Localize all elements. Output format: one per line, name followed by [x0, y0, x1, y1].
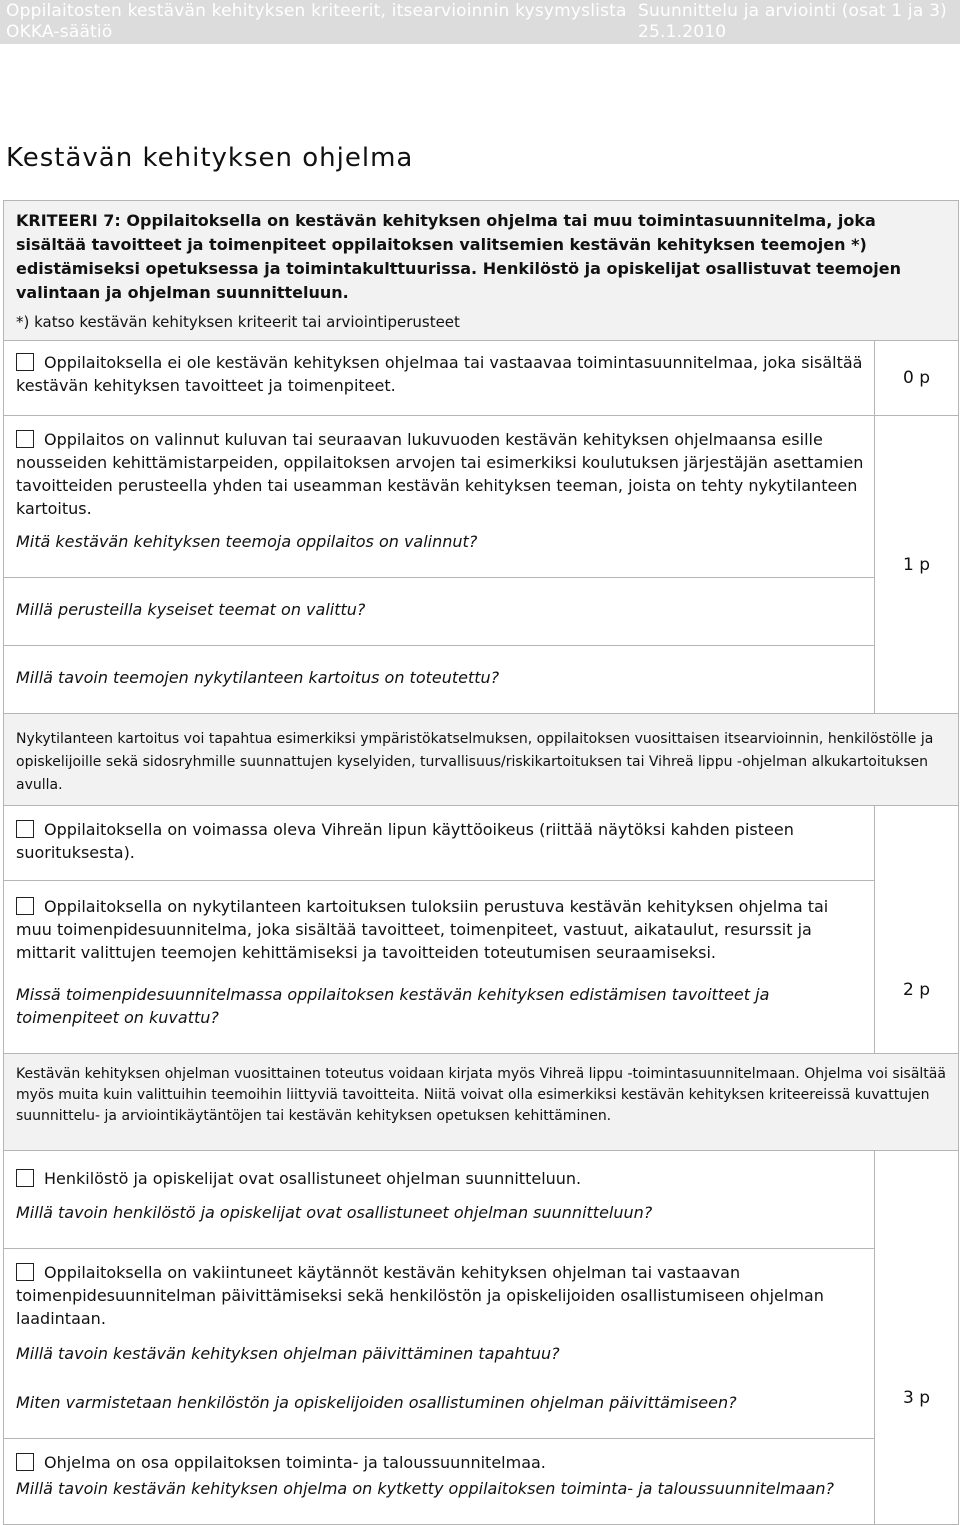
header-organization: OKKA-säätiö	[6, 22, 113, 42]
level3-points: 3 p	[875, 1151, 959, 1525]
level1-question-3: Millä tavoin teemojen nykytilanteen kartoitus on toteutettu?	[16, 668, 500, 687]
criterion-text: KRITEERI 7: Oppilaitoksella on kestävän kehityksen ohjelma tai muu toimintasuunnitelma, joka sisältää tavoitteet ja toimenpiteet oppilaitoksen valitsemien kestävän kehityksen teemojen *) edistämiseksi opetuksessa ja toimintakulttuurissa. Henkilöstö ja opiskelijat osallistuvat teemojen valintaan ja ohjelman suunnitteluun.	[16, 211, 902, 302]
header-section: Suunnittelu ja arviointi (osat 1 ja 3)	[638, 1, 947, 21]
level2-info-cell	[4, 1054, 959, 1151]
header-date: 25.1.2010	[638, 22, 727, 42]
level1-info: Nykytilanteen kartoitus voi tapahtua esimerkiksi ympäristökatselmuksen, oppilaitoksen vuosittaisen itsearvioinnin, henkilöstölle ja opiskelijoille sekä sidosryhmille suunnattujen kyselyiden, turvallisuus/riskikartoituksen tai Vihreä lippu -ohjelman alkukartoituksen avulla.	[16, 731, 934, 793]
criteria-table	[3, 200, 959, 1525]
level1-question-1: Mitä kestävän kehityksen teemoja oppilaitos on valinnut?	[16, 532, 478, 551]
level0-points: 0 p	[875, 341, 959, 416]
level3-budget-cell	[4, 1439, 875, 1525]
level1-main-cell	[4, 416, 875, 578]
level2-checkbox-1[interactable]	[16, 820, 34, 838]
level2-text-1: Oppilaitoksella on voimassa oleva Vihreän lipun käyttöoikeus (riittää näytöksi kahden pisteen suorituksesta).	[16, 820, 794, 862]
level3-checkbox-3[interactable]	[16, 1453, 34, 1471]
level2-points: 2 p	[875, 806, 959, 1054]
level3-question-3: Miten varmistetaan henkilöstön ja opiskelijoiden osallistuminen ohjelman päivittämiseen?	[16, 1393, 737, 1412]
level2-info: Kestävän kehityksen ohjelman vuosittainen toteutus voidaan kirjata myös Vihreä lippu -toimintasuunnitelmaan. Ohjelma voi sisältää myös muita kuin valittuihin teemoihin liittyviä tavoitteita. Niitä voivat olla esimerkiksi kestävän kehityksen kriteereissä kuvattujen suunnittelu- ja arviointikäytäntöjen tai kestävän kehityksen opetuksen kehittäminen.	[16, 1066, 946, 1124]
level3-text-1: Henkilöstö ja opiskelijat ovat osallistuneet ohjelman suunnitteluun.	[44, 1169, 582, 1188]
level3-question-1: Millä tavoin henkilöstö ja opiskelijat ovat osallistuneet ohjelman suunnitteluun?	[16, 1203, 653, 1222]
header-document-title: Oppilaitosten kestävän kehityksen kriteerit, itsearvioinnin kysymyslista	[6, 1, 627, 21]
page-title: Kestävän kehityksen ohjelma	[6, 143, 414, 173]
level2-checkbox-2[interactable]	[16, 897, 34, 915]
level0-checkbox[interactable]	[16, 353, 34, 371]
level2-question: Missä toimenpidesuunnitelmassa oppilaitoksen kestävän kehityksen edistämisen tavoitteet ja toimenpiteet on kuvattu?	[16, 985, 770, 1027]
level3-participation-cell	[4, 1151, 875, 1249]
document-header	[0, 0, 960, 44]
level3-checkbox-2[interactable]	[16, 1263, 34, 1281]
level2-program-cell	[4, 881, 875, 1054]
level2-text-2: Oppilaitoksella on nykytilanteen kartoituksen tuloksiin perustuva kestävän kehityksen ohjelma tai muu toimenpidesuunnitelma, joka sisältää tavoitteet, toimenpiteet, vastuut, aikataulut, resurssit ja mittarit valittujen teemojen kehittämiseksi ja tavoitteiden toteutumisen seuraamiseksi.	[16, 897, 829, 962]
level0-text: Oppilaitoksella ei ole kestävän kehityksen ohjelmaa tai vastaavaa toimintasuunnitelmaa, joka sisältää kestävän kehityksen tavoitteet ja toimenpiteet.	[16, 353, 863, 395]
level3-question-4: Millä tavoin kestävän kehityksen ohjelma on kytketty oppilaitoksen toiminta- ja taloussuunnitelmaan?	[16, 1479, 834, 1498]
level1-question-2: Millä perusteilla kyseiset teemat on valittu?	[16, 600, 366, 619]
level3-text-3: Ohjelma on osa oppilaitoksen toiminta- ja taloussuunnitelmaa.	[44, 1453, 546, 1472]
level3-checkbox-1[interactable]	[16, 1169, 34, 1187]
level1-points: 1 p	[875, 416, 959, 714]
criterion-note: *) katso kestävän kehityksen kriteerit tai arviointiperusteet	[16, 313, 460, 331]
level2-green-flag-cell	[4, 806, 875, 881]
level3-text-2: Oppilaitoksella on vakiintuneet käytännöt kestävän kehityksen ohjelman tai vastaavan toimenpidesuunnitelman päivittämiseksi sekä henkilöstön ja opiskelijoiden osallistumiseen ohjelman laadintaan.	[16, 1263, 824, 1328]
level1-q2-cell	[4, 578, 875, 646]
level3-question-2: Millä tavoin kestävän kehityksen ohjelman päivittäminen tapahtuu?	[16, 1344, 560, 1363]
criterion-cell	[4, 201, 959, 341]
level1-info-cell	[4, 714, 959, 806]
level1-text: Oppilaitos on valinnut kuluvan tai seuraavan lukuvuoden kestävän kehityksen ohjelmaansa esille nousseiden kehittämistarpeiden, oppilaitoksen arvojen tai esimerkiksi koulutuksen järjestäjän asettamien tavoitteiden perusteella yhden tai useamman kestävän kehityksen teeman, joista on tehty nykytilanteen kartoitus.	[16, 430, 864, 518]
level1-q3-cell	[4, 646, 875, 714]
level3-practices-cell	[4, 1249, 875, 1439]
level0-cell	[4, 341, 875, 416]
level1-checkbox[interactable]	[16, 430, 34, 448]
